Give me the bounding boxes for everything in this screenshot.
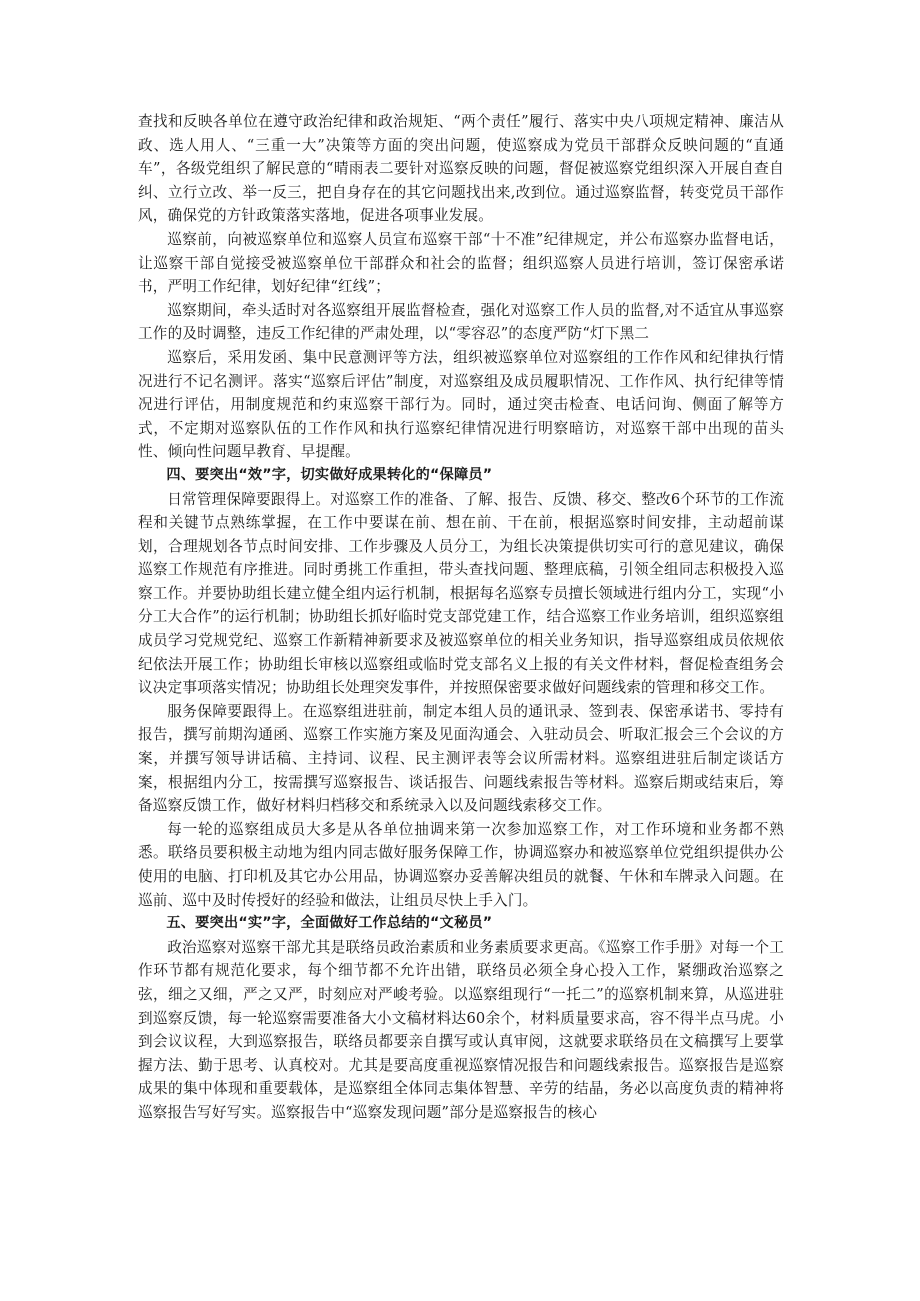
paragraph: 政治巡察对巡察干部尤其是联络员政治素质和业务素质要求更高。《巡察工作手册》对每一个工作环节都有规范化要求，每个细节都不允许出错，联络员必须全身心投入工作，紧绷政治巡察之弦，细之又细，严之又严，时刻应对严峻考验。以巡察组现行“一托二”的巡察机制来算，从巡进驻到巡察反馈，每一轮巡察需要准备大小文稿材料达60余个，材料质量要求高，容不得半点马虎。小到会议议程，大到巡察报告，联络员都要亲自撰写或认真审阅，这就要求联络员在文稿撰写上要掌握方法、勤于思考、认真校对。尤其是要高度重视巡察情况报告和问题线索报告。巡察报告是巡察成果的集中体现和重要载体，是巡察组全体同志集体智慧、辛劳的结晶，务必以高度负责的精神将巡察报告写好写实。巡察报告中“巡察发现问题”部分是巡察报告的核心	[138, 938, 784, 1121]
paragraph: 日常管理保障要跟得上。对巡察工作的准备、了解、报告、反馈、移交、整改6个环节的工作流程和关键节点熟练掌握，在工作中要谋在前、想在前、干在前，根据巡察时间安排，主动超前谋划，合理规划各节点时间安排、工作步骤及人员分工，为组长决策提供切实可行的意见建议，确保巡察工作规范有序推进。同时勇挑工作重担，带头查找问题、整理底稿，引领全组同志积极投入巡察工作。并要协助组长建立健全组内运行机制，根据每名巡察专员擅长领域进行组内分工，实现“小分工大合作”的运行机制；协助组长抓好临时党支部党建工作，结合巡察工作业务培训，组织巡察组成员学习党规党纪、巡察工作新精神新要求及被巡察单位的相关业务知识，指导巡察组成员依规依纪依法开展工作；协助组长审核以巡察组或临时党支部名义上报的有关文件材料，督促检查组务会议决定事项落实情况；协助组长处理突发事件，并按照保密要求做好问题线索的管理和移交工作。	[138, 490, 784, 697]
paragraph: 服务保障要跟得上。在巡察组进驻前，制定本组人员的通讯录、签到表、保密承诺书、零持有报告，撰写前期沟通函、巡察工作实施方案及见面沟通会、入驻动员会、听取汇报会三个会议的方案，并撰写领导讲话稿、主持词、议程、民主测评表等会议所需材料。巡察组进驻后制定谈话方案，根据组内分工，按需撰写巡察报告、谈话报告、问题线索报告等材料。巡察后期或结束后，筹备巡察反馈工作，做好材料归档移交和系统录入以及问题线索移交工作。	[138, 702, 784, 815]
paragraph: 巡察期间，牵头适时对各巡察组开展监督检查，强化对巡察工作人员的监督,对不适宜从事巡察工作的及时调整，违反工作纪律的严肃处理，以“零容忍”的态度严防“灯下黑二	[138, 301, 784, 343]
section-heading-5: 五、要突出“实”字，全面做好工作总结的“文秘员”	[166, 915, 493, 932]
paragraph: 每一轮的巡察组成员大多是从各单位抽调来第一次参加巡察工作，对工作环境和业务都不熟悉。联络员要积极主动地为组内同志做好服务保障工作，协调巡察办和被巡察单位党组织提供办公使用的电脑、打印机及其它办公用品，协调巡察办妥善解决组员的就餐、午休和车牌录入问题。在巡前、巡中及时传授好的经验和做法，让组员尽快上手入门。	[138, 820, 784, 909]
paragraph: 查找和反映各单位在遵守政治纪律和政治规矩、“两个责任”履行、落实中央八项规定精神、廉洁从政、选人用人、“三重一大”决策等方面的突出问题，使巡察成为党员干部群众反映问题的“直通车”，各级党组织了解民意的“晴雨表二要针对巡察反映的问题，督促被巡察党组织深入开展自查自纠、立行立改、举一反三，把自身存在的其它问题找出来,改到位。通过巡察监督，转变党员干部作风，确保党的方针政策落实落地，促进各项事业发展。	[138, 113, 784, 225]
paragraph: 巡察后，采用发函、集中民意测评等方法，组织被巡察单位对巡察组的工作作风和纪律执行情况进行不记名测评。落实“巡察后评估”制度，对巡察组及成员履职情况、工作作风、执行纪律等情况进行评估，用制度规范和约束巡察干部行为。同时，通过突击检查、电话问询、侧面了解等方式，不定期对巡察队伍的工作作风和执行巡察纪律情况进行明察暗访，对巡察干部中出现的苗头性、倾向性问题早教育、早提醒。	[138, 348, 784, 461]
section-heading-4: 四、要突出“效”字，切实做好成果转化的“保障员”	[166, 466, 493, 483]
paragraph: 巡察前，向被巡察单位和巡察人员宣布巡察干部“十不准”纪律规定，并公布巡察办监督电话，让巡察干部自觉接受被巡察单位干部群众和社会的监督；组织巡察人员进行培训，签订保密承诺书，严明工作纪律，划好纪律“红线”；	[138, 230, 784, 296]
document-body	[138, 110, 784, 1125]
